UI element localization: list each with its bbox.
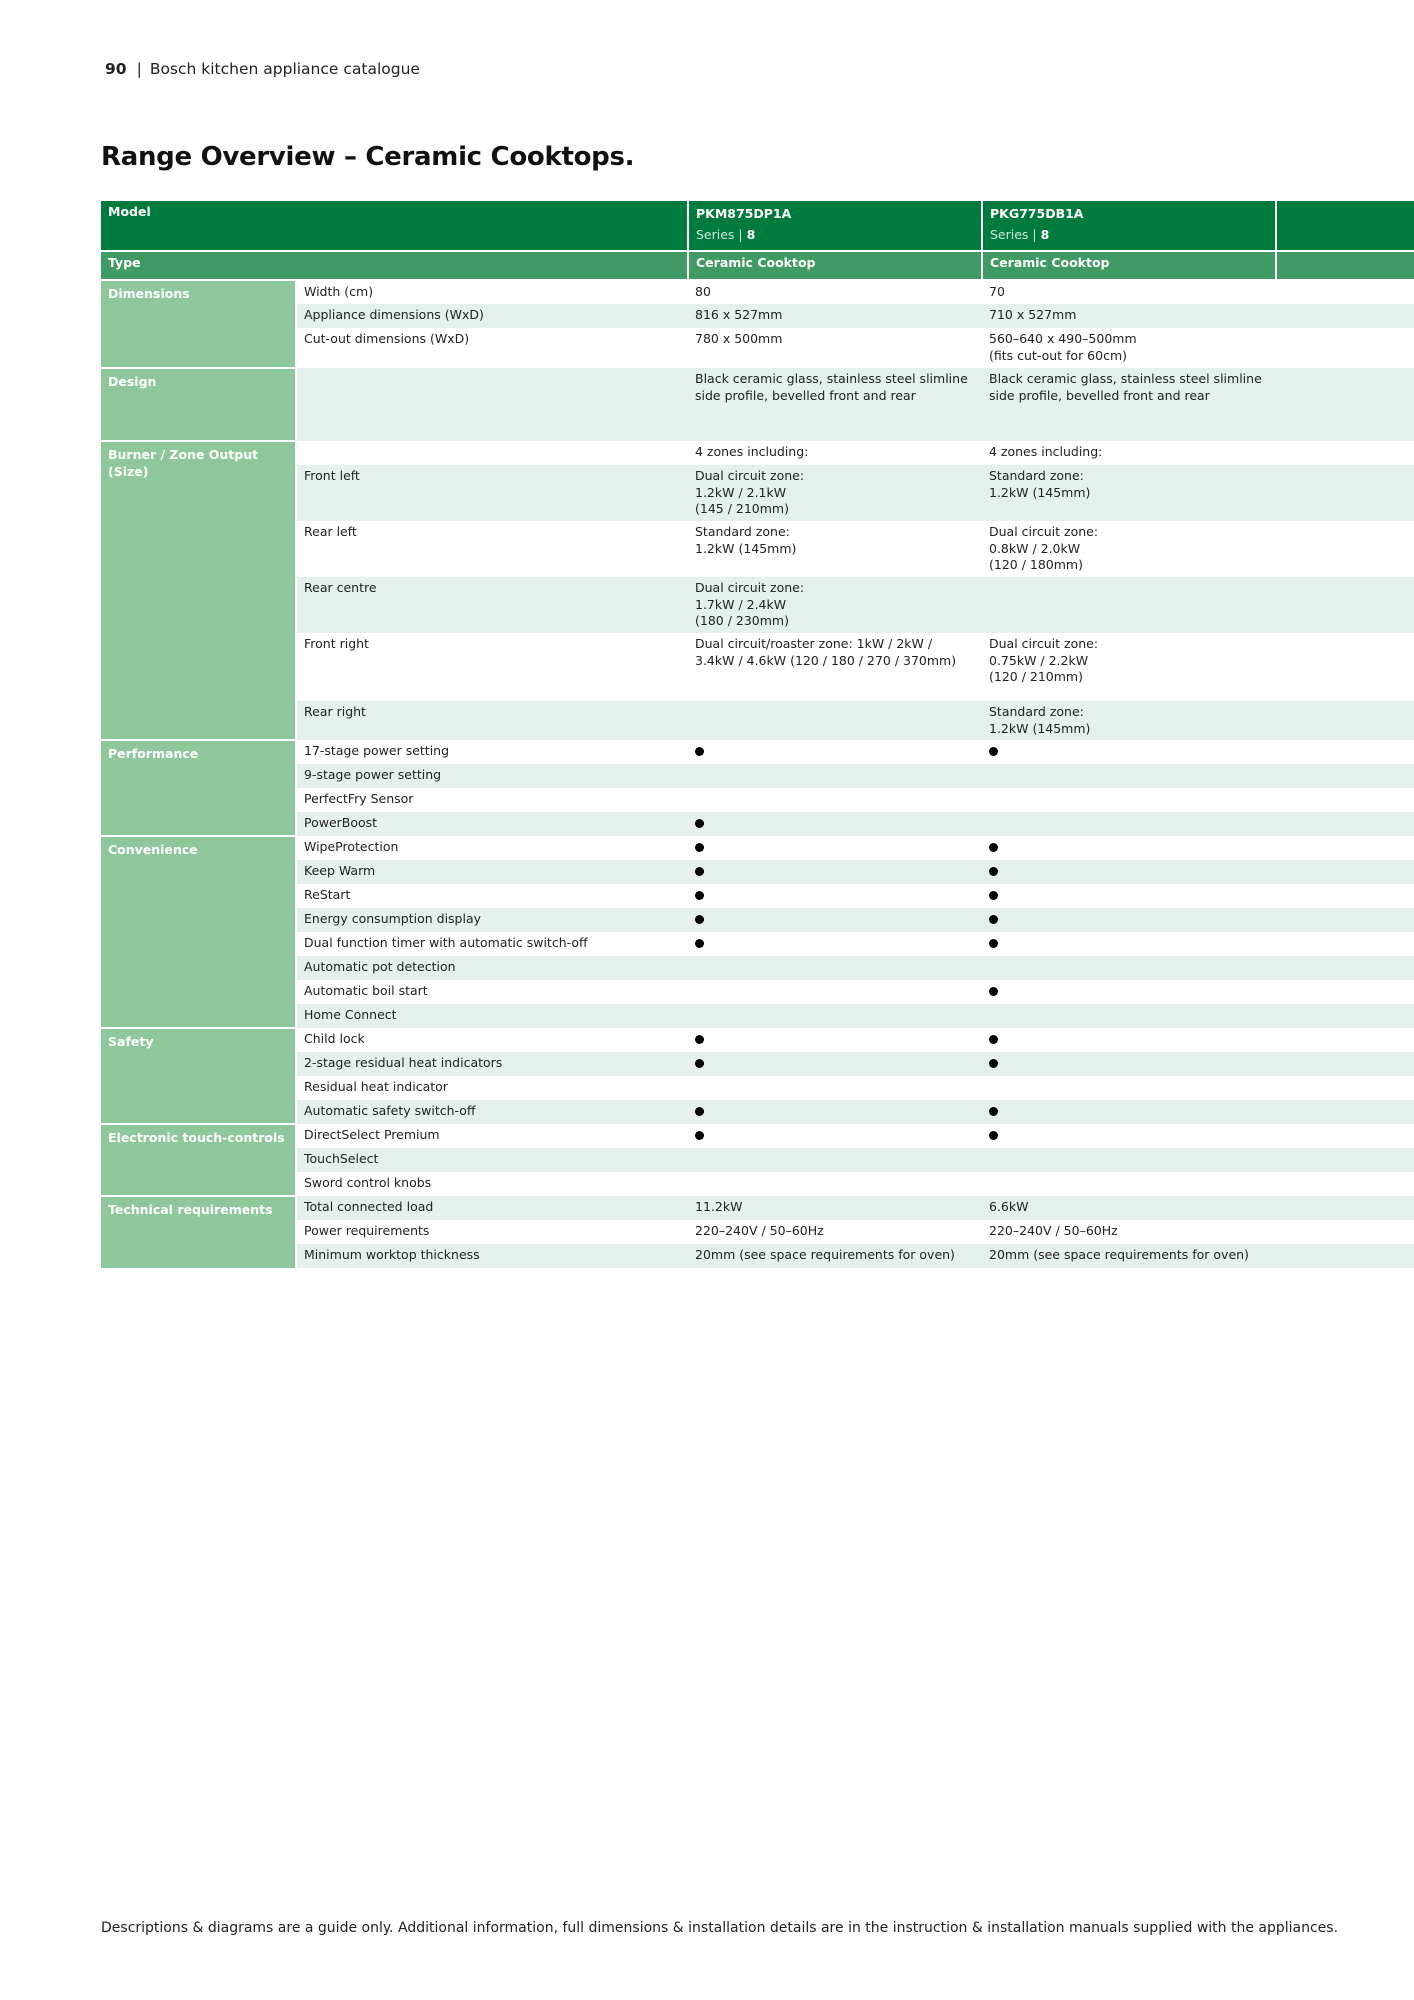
value-cell	[688, 908, 982, 932]
table-row	[101, 1100, 1414, 1124]
category-electronic: Electronic touch-controls	[101, 1124, 296, 1196]
included-dot-icon	[989, 939, 998, 948]
included-dot-icon	[695, 843, 704, 852]
included-dot-icon	[695, 747, 704, 756]
feature-label: 17-stage power setting	[296, 740, 688, 764]
included-dot-icon	[989, 987, 998, 996]
value-cell: 560–640 x 490–500mm (fits cut-out for 60cm)	[982, 328, 1276, 368]
included-dot-icon	[989, 1035, 998, 1044]
feature-label: WipeProtection	[296, 836, 688, 860]
table-row	[101, 633, 1414, 701]
value-cell: 816 x 527mm	[688, 304, 982, 328]
value-cell: 4 zones including:	[688, 441, 982, 465]
value-cell: Dual circuit zone: 1.7kW / 2.4kW (180 / 230mm)	[688, 577, 982, 633]
feature-label: Front right	[296, 633, 688, 701]
value-cell: Standard zone: 1.2kW (145mm)	[688, 521, 982, 577]
value-cell: 710 x 527mm	[982, 304, 1276, 328]
page-number: 90	[105, 60, 127, 78]
included-dot-icon	[695, 867, 704, 876]
feature-label: DirectSelect Premium	[296, 1124, 688, 1148]
model-series: Series | 8	[696, 227, 756, 242]
value-cell: Standard zone: 1.2kW (145mm)	[982, 465, 1276, 521]
feature-label: 9-stage power setting	[296, 764, 688, 788]
model-column-empty	[1276, 201, 1414, 251]
value-cell: 20mm (see space requirements for oven)	[688, 1244, 982, 1268]
value-cell	[688, 860, 982, 884]
feature-label	[296, 368, 688, 441]
value-cell	[688, 956, 982, 980]
page-title: Range Overview – Ceramic Cooktops.	[101, 142, 635, 172]
feature-label: Sword control knobs	[296, 1172, 688, 1196]
value-cell	[982, 884, 1276, 908]
page-header	[105, 60, 420, 78]
table-row	[101, 577, 1414, 633]
value-cell	[688, 1124, 982, 1148]
value-cell: Dual circuit zone: 0.8kW / 2.0kW (120 / 180mm)	[982, 521, 1276, 577]
value-cell	[982, 1172, 1276, 1196]
value-cell: Black ceramic glass, stainless steel slimline side profile, bevelled front and rear	[688, 368, 982, 441]
value-cell	[688, 836, 982, 860]
value-cell	[982, 740, 1276, 764]
feature-label: Rear centre	[296, 577, 688, 633]
feature-label: Home Connect	[296, 1004, 688, 1028]
feature-label: Power requirements	[296, 1220, 688, 1244]
feature-label: Automatic boil start	[296, 980, 688, 1004]
feature-label: Width (cm)	[296, 280, 688, 304]
value-cell	[688, 1004, 982, 1028]
included-dot-icon	[695, 915, 704, 924]
value-cell	[688, 1148, 982, 1172]
type-row	[101, 251, 1414, 280]
feature-label: ReStart	[296, 884, 688, 908]
value-cell	[688, 1076, 982, 1100]
feature-label: Appliance dimensions (WxD)	[296, 304, 688, 328]
value-cell	[688, 1100, 982, 1124]
footer-disclaimer: Descriptions & diagrams are a guide only. Additional information, full dimensions & installation details are in the instruction & installation manuals supplied with the appliances.	[101, 1920, 1339, 1936]
feature-label: Front left	[296, 465, 688, 521]
model-column-2	[982, 201, 1276, 251]
feature-label: Rear left	[296, 521, 688, 577]
feature-label: Cut-out dimensions (WxD)	[296, 328, 688, 368]
value-cell: Dual circuit zone: 1.2kW / 2.1kW (145 / 210mm)	[688, 465, 982, 521]
value-cell	[982, 956, 1276, 980]
table-row	[101, 521, 1414, 577]
included-dot-icon	[989, 747, 998, 756]
feature-label: PerfectFry Sensor	[296, 788, 688, 812]
table-row	[101, 441, 1414, 465]
feature-label	[296, 441, 688, 465]
included-dot-icon	[695, 891, 704, 900]
included-dot-icon	[989, 1059, 998, 1068]
table-row	[101, 368, 1414, 441]
table-row	[101, 1244, 1414, 1268]
table-row	[101, 740, 1414, 764]
value-cell	[688, 1028, 982, 1052]
value-cell	[982, 1100, 1276, 1124]
category-safety: Safety	[101, 1028, 296, 1124]
value-cell	[688, 788, 982, 812]
table-row	[101, 860, 1414, 884]
model-column-1	[688, 201, 982, 251]
table-row	[101, 1172, 1414, 1196]
category-technical: Technical requirements	[101, 1196, 296, 1268]
value-cell: 220–240V / 50–60Hz	[982, 1220, 1276, 1244]
value-cell: 6.6kW	[982, 1196, 1276, 1220]
category-dimensions: Dimensions	[101, 280, 296, 368]
feature-label: Automatic safety switch-off	[296, 1100, 688, 1124]
value-cell	[688, 932, 982, 956]
value-cell	[688, 701, 982, 740]
category-design: Design	[101, 368, 296, 441]
table-row	[101, 1028, 1414, 1052]
value-cell: Standard zone: 1.2kW (145mm)	[982, 701, 1276, 740]
range-overview-table	[101, 201, 1414, 1268]
type-empty	[1276, 251, 1414, 280]
table-row	[101, 304, 1414, 328]
model-header-row	[101, 201, 1414, 251]
included-dot-icon	[989, 867, 998, 876]
table-row	[101, 701, 1414, 740]
table-row	[101, 788, 1414, 812]
included-dot-icon	[989, 1107, 998, 1116]
catalogue-title: Bosch kitchen appliance catalogue	[149, 60, 420, 78]
value-cell: Dual circuit/roaster zone: 1kW / 2kW / 3.4kW / 4.6kW (120 / 180 / 270 / 370mm)	[688, 633, 982, 701]
value-cell: Black ceramic glass, stainless steel slimline side profile, bevelled front and rear	[982, 368, 1276, 441]
feature-label: TouchSelect	[296, 1148, 688, 1172]
value-cell: 4 zones including:	[982, 441, 1276, 465]
included-dot-icon	[695, 819, 704, 828]
value-cell: 20mm (see space requirements for oven)	[982, 1244, 1276, 1268]
value-cell	[982, 1076, 1276, 1100]
value-cell	[982, 577, 1276, 633]
table-row	[101, 908, 1414, 932]
type-value: Ceramic Cooktop	[688, 251, 982, 280]
model-name: PKM875DP1A	[696, 206, 792, 221]
category-burner: Burner / Zone Output (Size)	[101, 441, 296, 740]
value-cell	[982, 788, 1276, 812]
table-row	[101, 465, 1414, 521]
value-cell	[688, 980, 982, 1004]
included-dot-icon	[695, 1059, 704, 1068]
table-row	[101, 1220, 1414, 1244]
feature-label: Child lock	[296, 1028, 688, 1052]
value-cell	[982, 836, 1276, 860]
table-row	[101, 764, 1414, 788]
type-label: Type	[101, 251, 688, 280]
feature-label: Energy consumption display	[296, 908, 688, 932]
value-cell	[982, 860, 1276, 884]
value-cell: 11.2kW	[688, 1196, 982, 1220]
feature-label: Rear right	[296, 701, 688, 740]
model-name: PKG775DB1A	[990, 206, 1084, 221]
table-row	[101, 836, 1414, 860]
type-value: Ceramic Cooktop	[982, 251, 1276, 280]
feature-label: Total connected load	[296, 1196, 688, 1220]
value-cell	[688, 812, 982, 836]
value-cell	[982, 932, 1276, 956]
value-cell	[982, 1148, 1276, 1172]
feature-label: Minimum worktop thickness	[296, 1244, 688, 1268]
value-cell	[982, 764, 1276, 788]
value-cell	[982, 908, 1276, 932]
included-dot-icon	[695, 1107, 704, 1116]
value-cell	[982, 1052, 1276, 1076]
value-cell	[982, 980, 1276, 1004]
model-label: Model	[101, 201, 688, 251]
included-dot-icon	[695, 939, 704, 948]
included-dot-icon	[989, 915, 998, 924]
table-row	[101, 1052, 1414, 1076]
included-dot-icon	[989, 843, 998, 852]
table-row	[101, 980, 1414, 1004]
value-cell: 220–240V / 50–60Hz	[688, 1220, 982, 1244]
included-dot-icon	[989, 1131, 998, 1140]
table-row	[101, 280, 1414, 304]
table-row	[101, 1148, 1414, 1172]
value-cell	[688, 1172, 982, 1196]
table-row	[101, 812, 1414, 836]
feature-label: Keep Warm	[296, 860, 688, 884]
value-cell: 80	[688, 280, 982, 304]
value-cell	[982, 812, 1276, 836]
value-cell	[688, 740, 982, 764]
table-row	[101, 328, 1414, 368]
value-cell: 70	[982, 280, 1276, 304]
category-performance: Performance	[101, 740, 296, 836]
table-row	[101, 884, 1414, 908]
value-cell	[982, 1028, 1276, 1052]
value-cell	[982, 1004, 1276, 1028]
table-row	[101, 956, 1414, 980]
value-cell: 780 x 500mm	[688, 328, 982, 368]
table-row	[101, 932, 1414, 956]
table-row	[101, 1124, 1414, 1148]
table-row	[101, 1004, 1414, 1028]
category-convenience: Convenience	[101, 836, 296, 1028]
feature-label: Dual function timer with automatic switch-off	[296, 932, 688, 956]
value-cell	[688, 1052, 982, 1076]
feature-label: 2-stage residual heat indicators	[296, 1052, 688, 1076]
value-cell	[688, 884, 982, 908]
table-row	[101, 1196, 1414, 1220]
feature-label: Automatic pot detection	[296, 956, 688, 980]
model-series: Series | 8	[990, 227, 1050, 242]
table-row	[101, 1076, 1414, 1100]
included-dot-icon	[695, 1131, 704, 1140]
value-cell	[982, 1124, 1276, 1148]
header-separator: |	[136, 60, 142, 78]
feature-label: Residual heat indicator	[296, 1076, 688, 1100]
value-cell: Dual circuit zone: 0.75kW / 2.2kW (120 / 210mm)	[982, 633, 1276, 701]
value-cell	[688, 764, 982, 788]
included-dot-icon	[989, 891, 998, 900]
feature-label: PowerBoost	[296, 812, 688, 836]
included-dot-icon	[695, 1035, 704, 1044]
